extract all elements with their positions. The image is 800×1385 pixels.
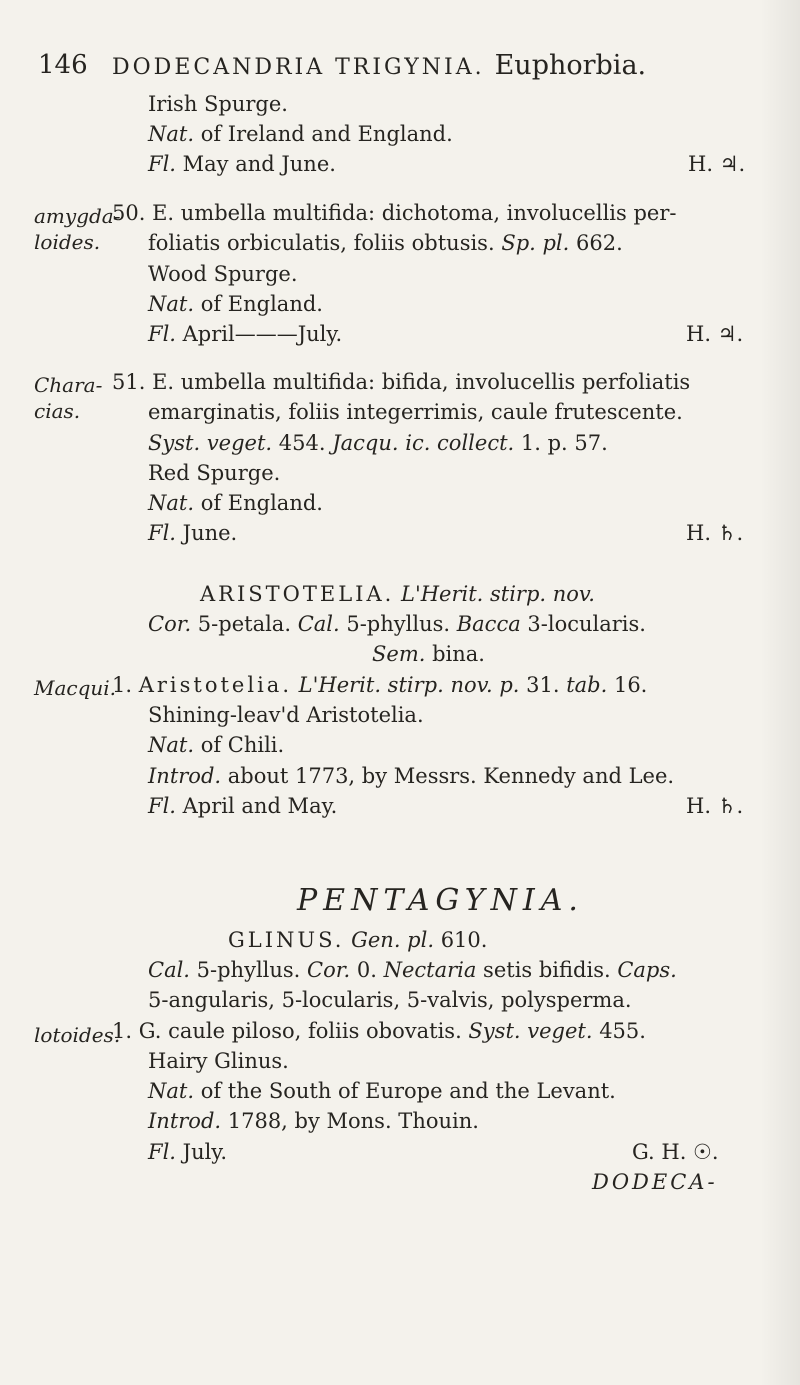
aristotelia-nat: Nat. of Chili. <box>148 733 285 757</box>
glinus-common-name: Hairy Glinus. <box>148 1049 289 1073</box>
header-class: DODECANDRIA TRIGYNIA. <box>112 55 485 80</box>
irish-name: Irish Spurge. <box>148 92 288 116</box>
entry51-refs: Syst. veget. 454. Jacqu. ic. collect. 1. p. 57. <box>148 431 608 455</box>
running-header <box>112 50 646 81</box>
aristotelia-introd: Introd. about 1773, by Messrs. Kennedy and Lee. <box>148 764 675 788</box>
glinus-habit: G. H. ☉. <box>632 1140 719 1164</box>
glinus-nat: Nat. of the South of Europe and the Levant. <box>148 1079 616 1103</box>
aristotelia-species: 1. Aristotelia. L'Herit. stirp. nov. p. 31. tab. 16. <box>112 673 648 697</box>
aristotelia-fl: Fl. April and May. <box>148 794 338 818</box>
glinus-characters: Cal. 5-phyllus. Cor. 0. Nectaria setis bifidis. Caps. <box>148 958 677 982</box>
aristotelia-common-name: Shining-leav'd Aristotelia. <box>148 703 424 727</box>
sidenote-characias: Chara- cias. <box>34 373 103 423</box>
entry50-fl: Fl. April———July. <box>148 322 343 346</box>
glinus-characters-2: 5-angularis, 5-locularis, 5-valvis, polyspermа. <box>148 988 632 1012</box>
entry51-fl: Fl. June. <box>148 521 238 545</box>
page-edge-shadow <box>760 0 800 1385</box>
page-number: 146 <box>38 50 88 80</box>
order-heading-pentagynia: PENTAGYNIA. <box>297 883 584 918</box>
irish-fl: Fl. May and June. <box>148 152 336 176</box>
aristotelia-sem: Sem. bina. <box>372 642 485 666</box>
entry50-line2: foliatis orbiculatis, foliis obtusis. Sp. pl. 662. <box>148 231 623 255</box>
entry51-line2: emarginatis, foliis integerrimis, caule frutescente. <box>148 400 683 424</box>
aristotelia-genus-line: ARISTOTELIA. L'Herit. stirp. nov. <box>200 582 595 606</box>
aristotelia-characters: Cor. 5-petala. Cal. 5-phyllus. Bacca 3-locularis. <box>148 612 646 636</box>
aristotelia-habit: H. ♄. <box>686 794 744 818</box>
catchword: DODECA- <box>592 1170 718 1194</box>
sidenote-amygdaloides: amygda- loides. <box>34 204 121 254</box>
irish-habit: H. ♃. <box>688 152 746 176</box>
glinus-genus-line: GLINUS. Gen. pl. 610. <box>228 928 488 952</box>
header-genus: Euphorbia. <box>494 50 647 81</box>
entry50-line1: 50. E. umbella multifida: dichotoma, involucellis per- <box>112 201 677 225</box>
irish-nat: Nat. of Ireland and England. <box>148 122 453 146</box>
entry50-habit: H. ♃. <box>686 322 744 346</box>
glinus-species: 1. G. caule pilosо, foliis obovatis. Syst. veget. 455. <box>112 1019 646 1043</box>
glinus-introd: Introd. 1788, by Mons. Thouin. <box>148 1109 479 1133</box>
entry51-nat: Nat. of England. <box>148 491 323 515</box>
entry51-line1: 51. E. umbella multifida: bifida, involucellis perfoliatis <box>112 370 691 394</box>
glinus-fl: Fl. July. <box>148 1140 228 1164</box>
entry51-habit: H. ♄. <box>686 521 744 545</box>
sidenote-lotoides: lotoides. <box>34 1023 121 1047</box>
entry50-common-name: Wood Spurge. <box>148 262 298 286</box>
entry50-nat: Nat. of England. <box>148 292 323 316</box>
entry51-common-name: Red Spurge. <box>148 461 281 485</box>
sidenote-macqui: Macqui. <box>34 676 117 700</box>
